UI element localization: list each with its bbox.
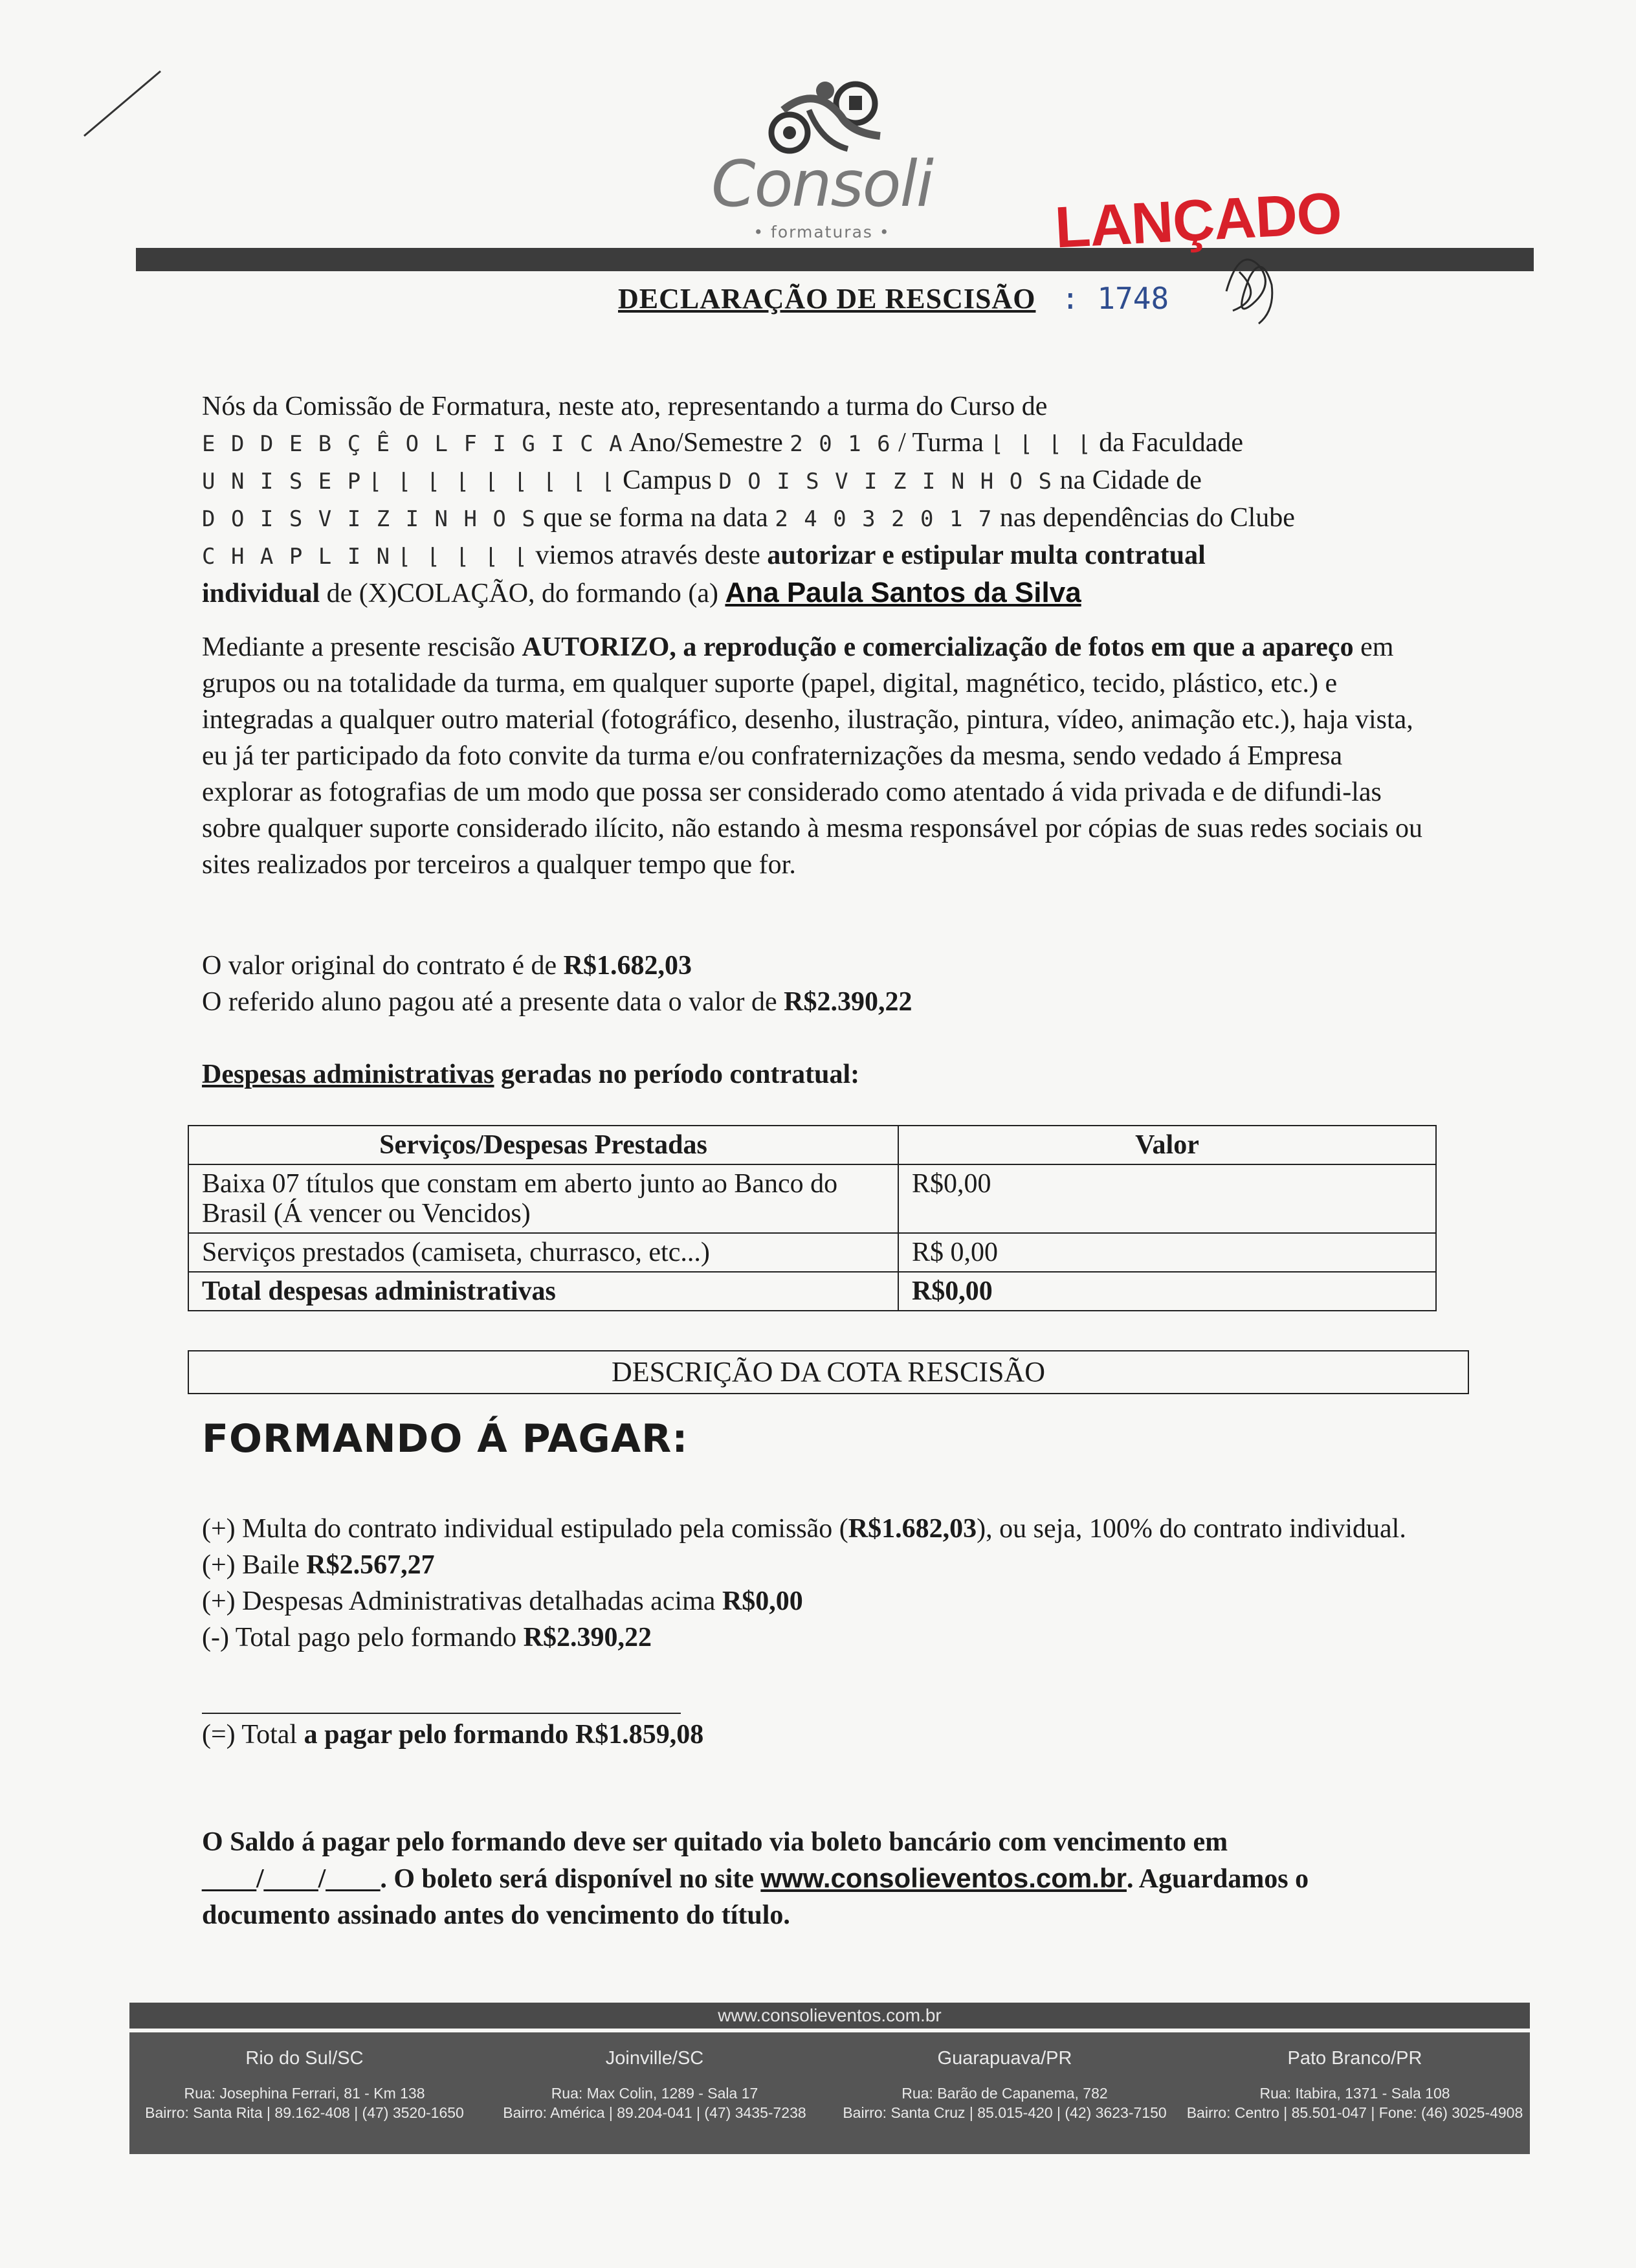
faculdade-label: da Faculdade bbox=[1099, 428, 1244, 458]
table-row bbox=[188, 1164, 1436, 1233]
baile-value: R$2.567,27 bbox=[306, 1550, 435, 1580]
col-servicos-header: Serviços/Despesas Prestadas bbox=[188, 1126, 898, 1164]
multa-post: ), ou seja, 100% do contrato individual. bbox=[977, 1514, 1406, 1544]
data-boxes: 2 4 0 3 2 0 1 7 bbox=[775, 506, 993, 532]
office-rio-do-sul bbox=[129, 2048, 480, 2122]
office-address: Rua: Barão de Capanema, 782 bbox=[901, 2085, 1108, 2102]
saldo-line-1: O Saldo á pagar pelo formando deve ser quitado via boleto bancário com vencimento em bbox=[202, 1827, 1228, 1857]
total-label: Total despesas administrativas bbox=[188, 1272, 898, 1311]
total-pagar-value: R$1.859,08 bbox=[575, 1720, 704, 1750]
desp-value: R$0,00 bbox=[722, 1586, 803, 1616]
original-value: R$1.682,03 bbox=[563, 951, 692, 981]
intro-paragraph: Nós da Comissão de Formatura, neste ato, representando a turma do Curso de E D D E B Ç Ê O L F I G I C A Ano/Semestre 2 0 1 6 / Turma ⌊ ⌊ ⌊ ⌊ da Faculdade U N I S E P ⌊ ⌊ ⌊ ⌊ ⌊ ⌊ ⌊ ⌊ ⌊ Campus D O I S V I Z I N H O S na Cidade de D O I S V I Z I N H O S que se forma na data 2 4 0 3 2 0 1 7 nas dependências do Clube C H A P L I N ⌊ ⌊ ⌊ ⌊ ⌊ viemos através deste autorizar e estipular multa contratual individual de (X)COLAÇÃO, do formando (a) Ana Paula Santos da Silva bbox=[202, 392, 1295, 608]
site-link[interactable]: www.consolieventos.com.br bbox=[760, 1863, 1127, 1893]
office-address: Rua: Max Colin, 1289 - Sala 17 bbox=[551, 2085, 758, 2102]
mediante-text: Mediante a presente rescisão bbox=[202, 632, 515, 662]
table-row bbox=[188, 1233, 1436, 1272]
baile-label: (+) Baile bbox=[202, 1550, 300, 1580]
total-line bbox=[202, 1717, 1438, 1753]
col-valor-header: Valor bbox=[898, 1126, 1436, 1164]
saldo-line-2-pre: . O boleto será disponível no site bbox=[380, 1864, 754, 1894]
document-title: DECLARAÇÃO DE RESCISÃO bbox=[618, 283, 1036, 315]
despesas-heading-rest: geradas no período contratual: bbox=[501, 1060, 860, 1089]
row-desc: Baixa 07 títulos que constam em aberto junto ao Banco do Brasil (Á vencer ou Vencidos) bbox=[188, 1164, 898, 1233]
formando-pagar-heading: FORMANDO Á PAGAR: bbox=[202, 1416, 689, 1462]
calculation-divider bbox=[202, 1713, 681, 1714]
consoli-logo bbox=[686, 71, 958, 246]
logo-subtitle: • formaturas • bbox=[753, 223, 890, 241]
office-city: Pato Branco/PR bbox=[1287, 2048, 1422, 2069]
office-address: Rua: Josephina Ferrari, 81 - Km 138 bbox=[184, 2085, 425, 2102]
despesas-heading-underlined: Despesas administrativas bbox=[202, 1060, 494, 1089]
multa-pre: (+) Multa do contrato individual estipulado pela comissão ( bbox=[202, 1514, 848, 1544]
cidade-boxes: D O I S V I Z I N H O S bbox=[202, 506, 536, 532]
row-valor: R$ 0,00 bbox=[898, 1233, 1436, 1272]
office-contact: Bairro: Centro | 85.501-047 | Fone: (46) 3025-4908 bbox=[1186, 2104, 1523, 2121]
logo-emblem-icon bbox=[686, 71, 958, 155]
blank-due-date: ____/____/____ bbox=[202, 1864, 381, 1894]
despesas-heading bbox=[202, 1056, 1438, 1093]
office-joinville bbox=[480, 2048, 830, 2122]
paid-value: R$2.390,22 bbox=[784, 987, 912, 1017]
office-city: Guarapuava/PR bbox=[937, 2048, 1072, 2069]
pago-label: (-) Total pago pelo formando bbox=[202, 1623, 517, 1652]
saldo-paragraph bbox=[202, 1824, 1438, 1933]
autorizo-text: AUTORIZO, a reprodução e comercialização de fotos em que a apareço bbox=[522, 632, 1354, 662]
colacao-text: de (X)COLAÇÃO, do formando (a) bbox=[326, 579, 718, 608]
total-value: R$0,00 bbox=[898, 1272, 1436, 1311]
ano-boxes: 2 0 1 6 bbox=[790, 431, 892, 457]
faculdade-boxes: U N I S E P bbox=[202, 469, 362, 495]
formando-name: Ana Paula Santos da Silva bbox=[725, 577, 1081, 608]
office-contact: Bairro: Santa Cruz | 85.015-420 | (42) 3623-7150 bbox=[843, 2104, 1167, 2121]
logo-wordmark: Consoli bbox=[711, 148, 933, 221]
total-label-bold: a pagar pelo formando bbox=[304, 1720, 569, 1750]
clube-boxes: C H A P L I N bbox=[202, 544, 392, 570]
saldo-line-2-post: . Aguardamos o documento assinado antes do vencimento do título. bbox=[202, 1864, 1309, 1930]
intro-line-1: Nós da Comissão de Formatura, neste ato, representando a turma do Curso de bbox=[202, 392, 1048, 421]
office-city: Joinville/SC bbox=[605, 2048, 704, 2069]
office-contact: Bairro: América | 89.204-041 | (47) 3435-7238 bbox=[503, 2104, 806, 2121]
office-guarapuava bbox=[830, 2048, 1180, 2122]
cidade-label: na Cidade de bbox=[1059, 465, 1202, 495]
paid-value-label: O referido aluno pagou até a presente data o valor de bbox=[202, 987, 777, 1017]
individual-text: individual bbox=[202, 579, 320, 608]
viemos-text: viemos através deste bbox=[535, 540, 760, 570]
table-total-row bbox=[188, 1272, 1436, 1311]
rescisao-body: em grupos ou na totalidade da turma, em qualquer suporte (papel, digital, magnético, tecido, plástico, etc.) e integradas a qualquer outro material (fotográfico, desenho, ilustração, pintura, vídeo, animação etc.), haja vista, eu já ter participado da foto convite da turma e/ou confraternizações da mesma, sendo vedado á Empresa explorar as fotografias de um modo que possa ser considerado como atentado á vida privada e de difundi-las sobre qualquer suporte considerado ilícito, não estando à mesma responsável por cópias de suas redes sociais ou sites realizados por terceiros a qualquer tempo que for. bbox=[202, 632, 1422, 880]
multa-value: R$1.682,03 bbox=[848, 1514, 977, 1544]
campus-label: Campus bbox=[623, 465, 712, 495]
se-forma-text: que se forma na data bbox=[543, 503, 768, 533]
desp-label: (+) Despesas Administrativas detalhadas acima bbox=[202, 1586, 716, 1616]
descricao-cota-box: DESCRIÇÃO DA COTA RESCISÃO bbox=[188, 1350, 1469, 1394]
calculation-block bbox=[202, 1511, 1438, 1656]
header-bar bbox=[136, 248, 1534, 271]
footer-url-bar: www.consolieventos.com.br bbox=[129, 2003, 1530, 2029]
campus-boxes: D O I S V I Z I N H O S bbox=[718, 469, 1054, 495]
turma-label: Turma bbox=[912, 428, 984, 458]
handwritten-reference-number: : 1748 bbox=[1061, 281, 1169, 316]
office-address: Rua: Itabira, 1371 - Sala 108 bbox=[1259, 2085, 1450, 2102]
rescisao-paragraph bbox=[202, 629, 1438, 883]
office-contact: Bairro: Santa Rita | 89.162-408 | (47) 3520-1650 bbox=[145, 2104, 464, 2121]
contract-values bbox=[202, 948, 1438, 1020]
despesas-table bbox=[188, 1125, 1437, 1311]
lancado-stamp: LANÇADO bbox=[1053, 181, 1343, 261]
ano-label: Ano/Semestre bbox=[628, 428, 783, 458]
original-value-label: O valor original do contrato é de bbox=[202, 951, 557, 981]
office-pato-branco bbox=[1180, 2048, 1530, 2122]
pen-stroke-mark bbox=[78, 65, 168, 142]
turma-boxes: ⌊ ⌊ ⌊ ⌊ bbox=[990, 431, 1092, 457]
curso-boxes: E D D E B Ç Ê O L F I G I C A bbox=[202, 431, 624, 457]
total-label-pre: (=) Total bbox=[202, 1720, 298, 1750]
dependencias-text: nas dependências do Clube bbox=[999, 503, 1295, 533]
row-desc: Serviços prestados (camiseta, churrasco, etc...) bbox=[188, 1233, 898, 1272]
table-header-row bbox=[188, 1126, 1436, 1164]
pago-value: R$2.390,22 bbox=[523, 1623, 652, 1652]
office-city: Rio do Sul/SC bbox=[245, 2048, 364, 2069]
initials-signature bbox=[1213, 239, 1285, 337]
footer-offices bbox=[129, 2032, 1530, 2154]
autorizar-text: autorizar e estipular multa contratual bbox=[767, 540, 1206, 570]
row-valor: R$0,00 bbox=[898, 1164, 1436, 1233]
